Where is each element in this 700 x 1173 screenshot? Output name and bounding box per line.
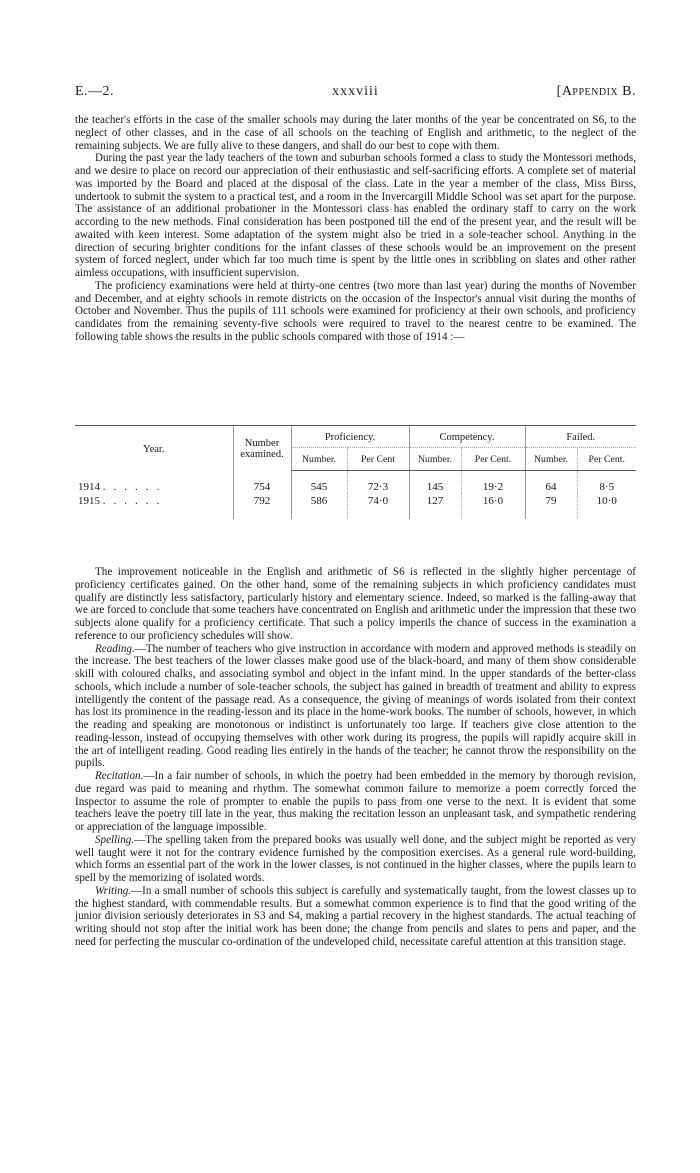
paragraph: During the past year the lady teachers of the town and suburban schools formed a class to study the Montessori methods, and we desire to place on record our appreciation of their enthusiastic and self-sacrificing efforts. A complete set of material was imported by the Board and placed at the disposal of the class. Late in the year a member of the class, Miss Birss, undertook to submit the system to a practical test, and a room in the Invercargill Middle School was set apart for the purpose. The assistance of an additional probationer in the Montessori class has enabled the ordinary staff to carry on the work according to the new methods. Final consideration has been postponed till the end of the present year, and the result will be awaited with keen interest. Some adaptation of the system might also be tried in a sole-teacher school. Anything in the direction of securing brighter conditions for the infant classes of these schools would be an improvement on the present system of forced neglect, under which far too much time is spent by the little ones in scribbling on slates and other rather aimless occupations, with insufficient supervision. bbox=[75, 152, 636, 279]
prof-pct-cell: 72·3 bbox=[347, 471, 409, 494]
competency-number-header: Number. bbox=[409, 448, 461, 471]
comp-pct-cell: 19·2 bbox=[461, 471, 525, 494]
fail-num-cell: 64 bbox=[525, 471, 577, 494]
table-row bbox=[75, 493, 636, 519]
report-code: E.—2. bbox=[75, 84, 115, 99]
year-cell bbox=[75, 471, 233, 494]
year-header: Year. bbox=[75, 426, 233, 471]
competency-header: Competency. bbox=[409, 426, 525, 448]
prof-num-cell: 586 bbox=[291, 493, 347, 519]
recitation-text: —In a fair number of schools, in which the poetry had been embedded in the memory by thorough revision, due regard was paid to meaning and rhythm. The somewhat common failure to memorize a poem correctly forced the Inspector to assume the role of prompter to enable the pupils to pass from one verse to the next. It is evident that some teachers leave the poetry till late in the year, thus making the recitation lesson an unpleasant task, and sympathetic rendering or appreciation of the language impossible. bbox=[75, 770, 636, 833]
reading-heading: Reading. bbox=[95, 642, 135, 655]
body-text-upper bbox=[75, 114, 636, 344]
spelling-text: —The spelling taken from the prepared books was usually well done, and the subject might be reported as very well taught were it not for the contrary evidence furnished by the composition exercises. As a general rule word-building, which forms an essential part of the work in the lower classes, is not continued in the higher classes, where the pupils learn to spell by the memorizing of isolated words. bbox=[75, 833, 636, 884]
page-number: xxxviii bbox=[332, 84, 379, 99]
appendix-label: [Appendix B. bbox=[556, 84, 636, 99]
spelling-heading: Spelling. bbox=[95, 833, 135, 846]
reading-text: —The number of teachers who give instruction in accordance with modern and approved methods is steadily on the increase. The best teachers of the lower classes make good use of the black-board, and many of them show considerable skill with coloured chalks, and associating symbol and object in the infant mind. In the upper standards of the better-class schools, which include a number of sole-teacher schools, the subject has gained in breadth of treatment and ability to express intelligently the content of the passage read. As a consequence, the giving of meanings of words isolated from their context has lost its prominence in the reading-lesson and its place in the home-work books. The number of schools, however, in which the reading and speaking are monotonous or indistinct is unfortunately too large. If teachers give close attention to the reading-lesson, instead of occupying themselves with other work during its progress, the pupils will rapidly acquire skill in the art of intelligent reading. Good reading lies entirely in the hands of the teacher; he cannot throw the responsibility on the pupils. bbox=[75, 642, 637, 770]
table-row bbox=[75, 471, 636, 494]
fail-num-cell: 79 bbox=[525, 493, 577, 519]
writing-heading: Writing. bbox=[95, 884, 132, 897]
body-text-lower bbox=[75, 566, 636, 949]
recitation-heading: Recitation. bbox=[95, 770, 144, 782]
paragraph-spelling bbox=[75, 834, 636, 885]
year-value: 1915 bbox=[78, 495, 100, 507]
failed-header: Failed. bbox=[525, 426, 636, 448]
year-value: 1914 bbox=[78, 480, 100, 493]
page-header bbox=[75, 84, 636, 104]
leader-dots: ...... bbox=[102, 480, 168, 493]
examined-cell: 754 bbox=[233, 471, 291, 494]
paragraph: The proficiency examinations were held at thirty-one centres (two more than last year) during the months of November and December, and at eighty schools in remote districts on the occasion of the Inspector's annual visit during the months of October and November. Thus the pupils of 111 schools were examined for proficiency at their own schools, and proficiency candidates from the remaining seventy-five schools were required to travel to the nearest centre to be examined. The following table shows the results in the public schools compared with those of 1914 :— bbox=[75, 279, 636, 343]
paragraph-recitation bbox=[75, 770, 636, 834]
proficiency-header: Proficiency. bbox=[291, 426, 409, 448]
proficiency-number-header: Number. bbox=[291, 448, 347, 471]
paragraph-writing bbox=[75, 885, 636, 949]
number-examined-header: Number examined. bbox=[233, 426, 291, 471]
competency-percent-header: Per Cent. bbox=[461, 448, 525, 471]
prof-pct-cell: 74·0 bbox=[347, 493, 409, 519]
proficiency-percent-header: Per Cent bbox=[347, 448, 409, 471]
paragraph-reading bbox=[75, 643, 636, 771]
comp-num-cell: 127 bbox=[409, 493, 461, 519]
year-cell bbox=[75, 493, 233, 519]
paragraph: the teacher's efforts in the case of the smaller schools may during the later months of the year be concentrated on S6, to the neglect of other classes, and in the case of all schools on the teaching of English and arithmetic, to the neglect of the remaining subjects. We are fully alive to these dangers, and shall do our best to cope with them. bbox=[75, 114, 636, 152]
failed-percent-header: Per Cent. bbox=[577, 448, 636, 471]
fail-pct-cell: 10·0 bbox=[577, 493, 636, 519]
examined-cell: 792 bbox=[233, 493, 291, 519]
proficiency-results-table bbox=[75, 425, 636, 519]
failed-number-header: Number. bbox=[525, 448, 577, 471]
comp-num-cell: 145 bbox=[409, 471, 461, 494]
leader-dots: ...... bbox=[102, 495, 168, 507]
paragraph: The improvement noticeable in the English and arithmetic of S6 is reflected in the slightly higher percentage of proficiency certificates gained. On the other hand, some of the remaining subjects in which proficiency candidates must qualify are distinctly less satisfactory, particularly history and elementary science. Indeed, so marked is the falling-away that we are forced to conclude that some teachers have concentrated on English and arithmetic under the impression that these two subjects alone qualify for a proficiency certificate. That such a policy imperils the chance of success in the examination a reference to our proficiency schedules will show. bbox=[75, 566, 636, 642]
comp-pct-cell: 16·0 bbox=[461, 493, 525, 519]
prof-num-cell: 545 bbox=[291, 471, 347, 494]
writing-text: —In a small number of schools this subject is carefully and systematically taught, from the lowest classes up to the highest standard, with commendable results. But a somewhat common experience is to find that the good writing of the junior division seriously deteriorates in S3 and S4, making a partial recovery in the highest standards. The actual teaching of writing should not stop after the initial work has been done; the change from pencils and slates to pens and paper, and the need for perfecting the muscular co-ordination of the undeveloped child, necessitate careful attention at this transition stage. bbox=[75, 884, 636, 948]
fail-pct-cell: 8·5 bbox=[577, 471, 636, 494]
